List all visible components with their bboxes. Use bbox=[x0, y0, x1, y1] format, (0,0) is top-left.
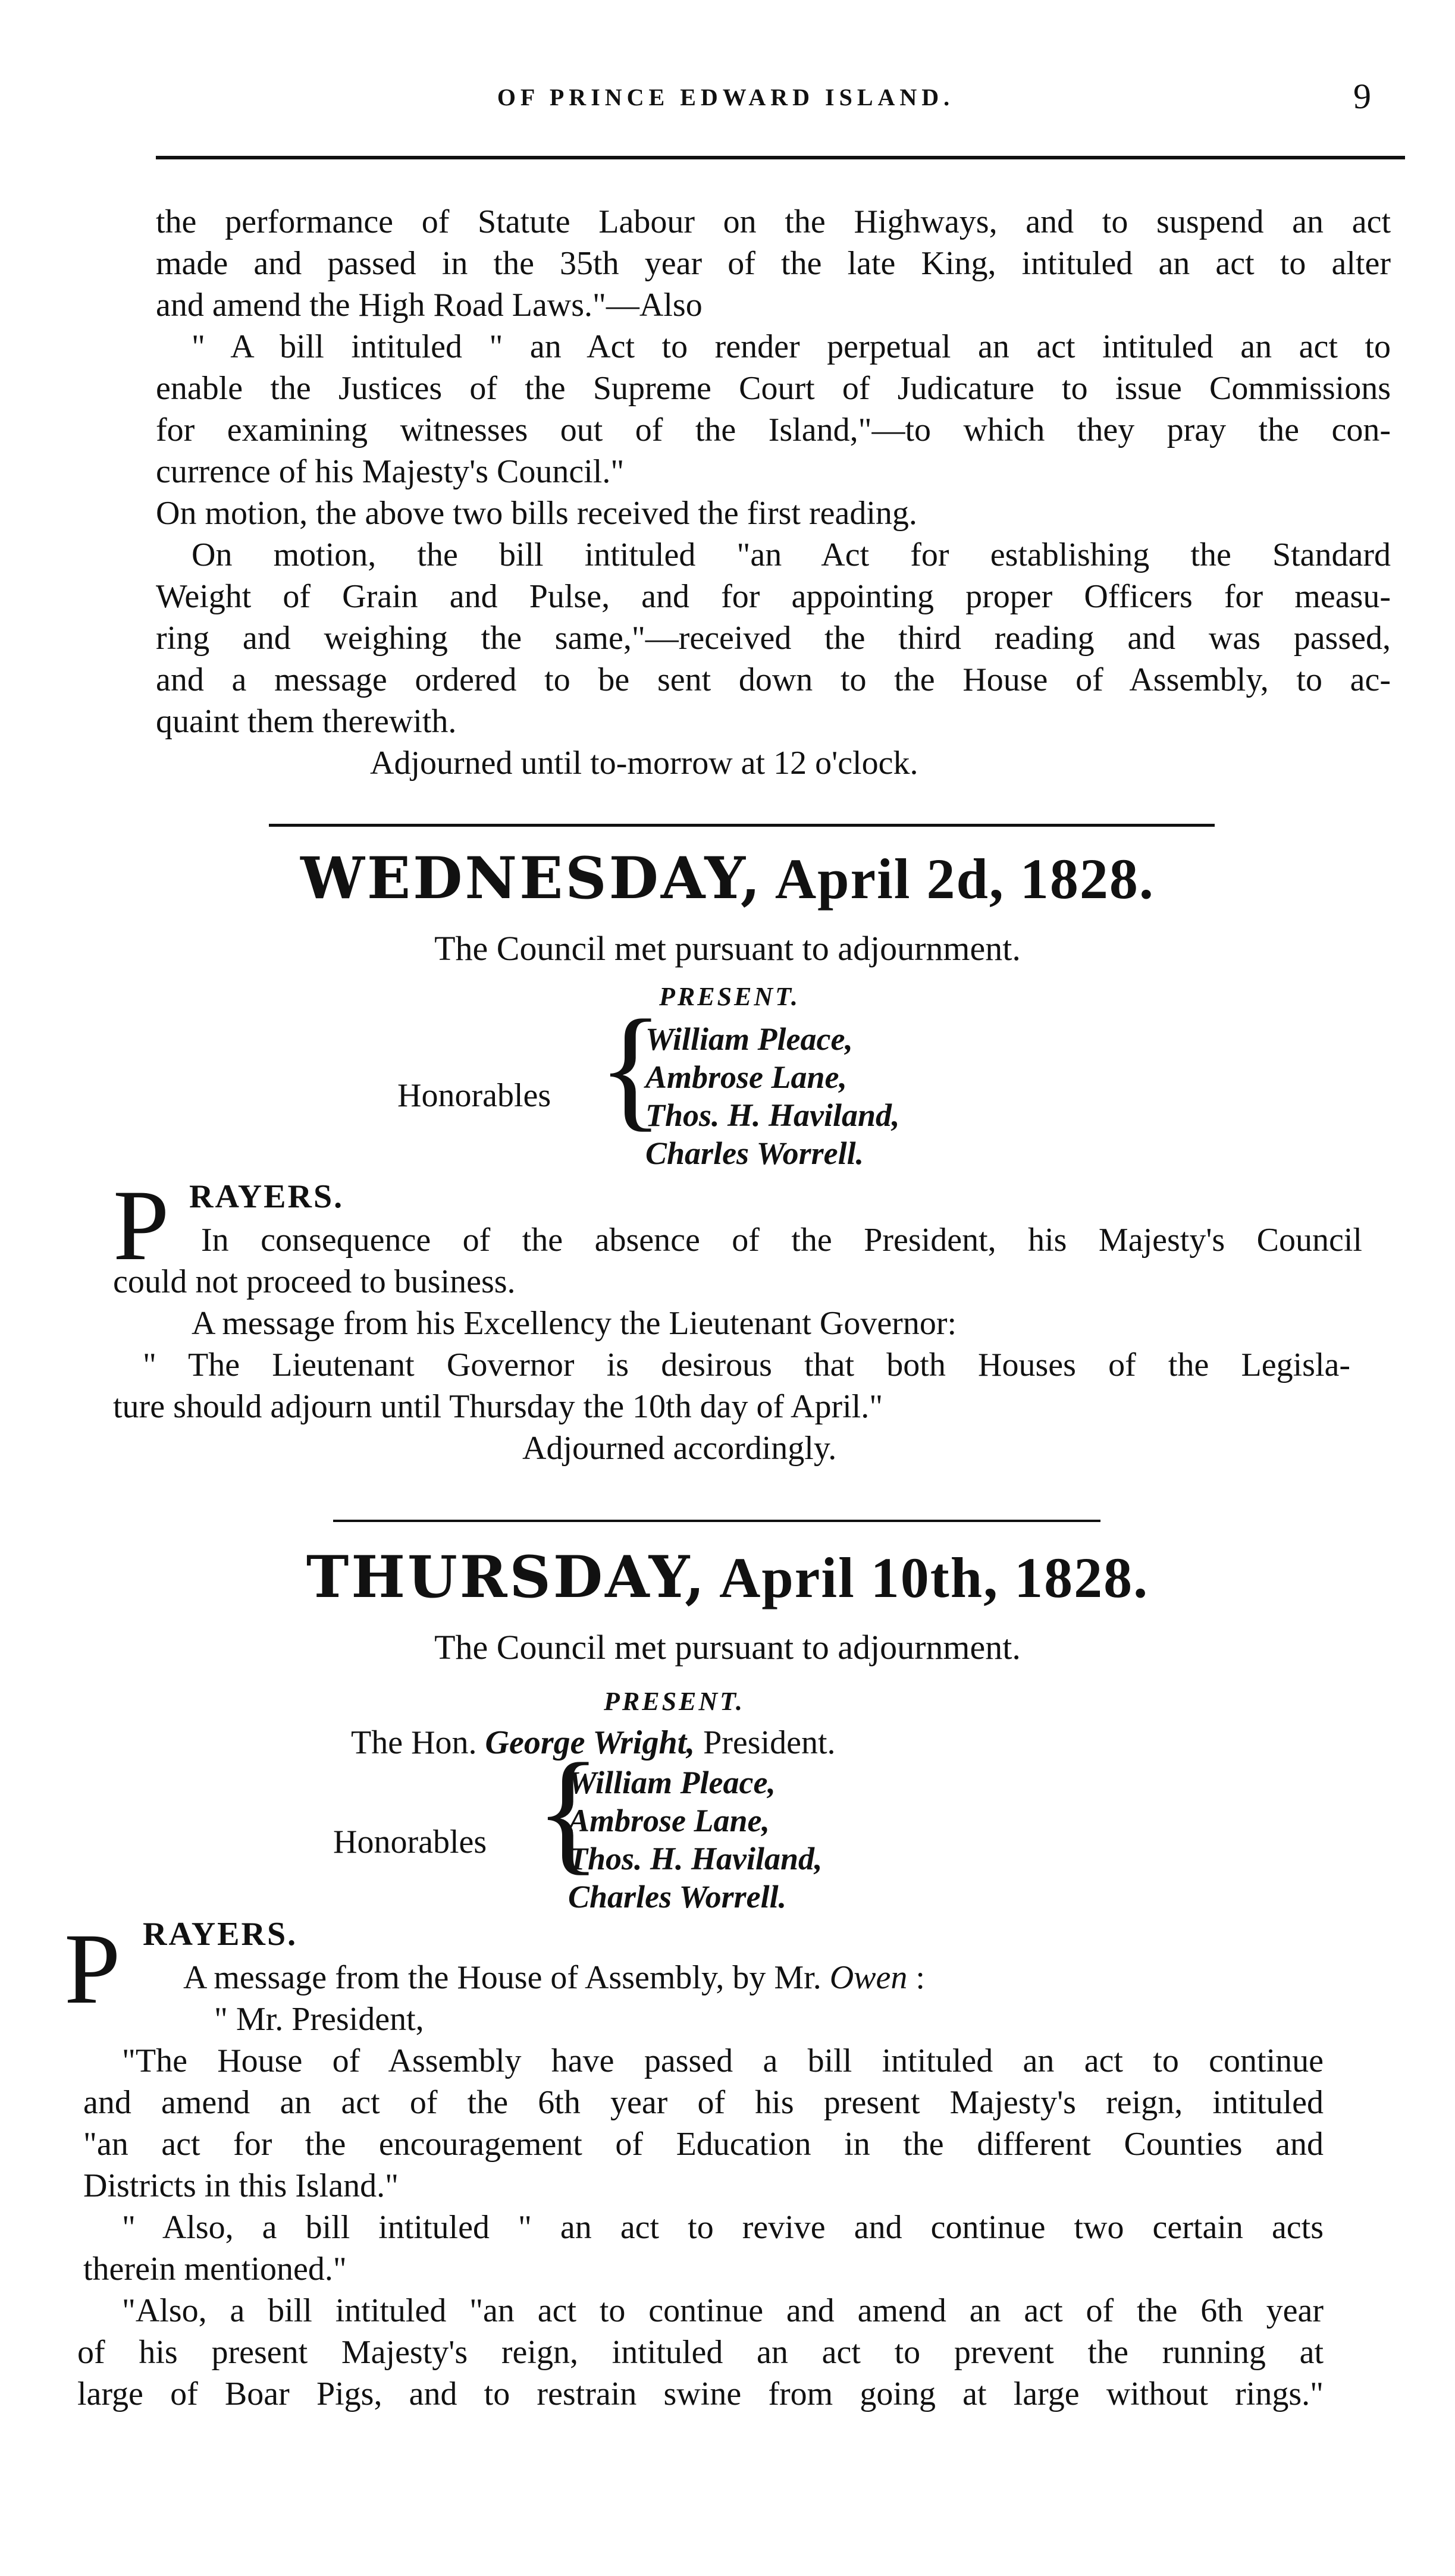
president-title: President. bbox=[703, 1724, 836, 1761]
met-line: The Council met pursuant to adjournment. bbox=[434, 1628, 1021, 1667]
text-line: the performance of Statute Labour on the Highways, and to suspend an act bbox=[156, 203, 1391, 240]
text-line: " Also, a bill intituled " an act to revive and continue two certain acts bbox=[122, 2209, 1324, 2246]
adjourned-line: Adjourned accordingly. bbox=[522, 1430, 837, 1467]
text-line: currence of his Majesty's Council." bbox=[156, 453, 625, 490]
prayers-heading: RAYERS. bbox=[189, 1178, 344, 1215]
member-name: William Pleace, bbox=[568, 1765, 776, 1800]
page-number: 9 bbox=[1353, 77, 1371, 116]
section-rule bbox=[269, 824, 1215, 827]
member-list bbox=[568, 1764, 823, 1916]
text-line: ture should adjourn until Thursday the 10th day of April." bbox=[113, 1388, 883, 1425]
section-rule bbox=[333, 1520, 1100, 1522]
day-name: THURSDAY, bbox=[306, 1543, 707, 1611]
text-line: and amend the High Road Laws."—Also bbox=[156, 287, 703, 324]
text-line: "an act for the encouragement of Education in the different Counties and bbox=[83, 2126, 1324, 2163]
president-prefix: The Hon. bbox=[351, 1724, 477, 1761]
present-label: PRESENT. bbox=[659, 982, 801, 1011]
day-name: WEDNESDAY, bbox=[300, 845, 763, 912]
drop-cap: P bbox=[64, 1913, 121, 2025]
present-label: PRESENT. bbox=[604, 1687, 745, 1716]
text-line: made and passed in the 35th year of the late King, intituled an act to alter bbox=[156, 245, 1391, 282]
adjourned-line: Adjourned until to-morrow at 12 o'clock. bbox=[370, 745, 918, 782]
text-line: "Also, a bill intituled "an act to continue and amend an act of the 6th year bbox=[122, 2292, 1324, 2329]
member-name: Thos. H. Haviland, bbox=[568, 1841, 823, 1877]
message-colon: : bbox=[915, 1959, 925, 1996]
day-date: April 2d, 1828. bbox=[774, 847, 1155, 911]
honorables-label: Honorables bbox=[333, 1824, 487, 1860]
text-line: of his present Majesty's reign, intituled an act to prevent the running at bbox=[77, 2334, 1324, 2371]
messenger-name: Owen bbox=[829, 1959, 908, 1996]
member-name: Ambrose Lane, bbox=[645, 1059, 848, 1095]
member-name: William Pleace, bbox=[645, 1021, 853, 1057]
text-line: "The House of Assembly have passed a bill intituled an act to continue bbox=[122, 2042, 1324, 2079]
text-line: for examining witnesses out of the Island,"—to which they pray the con- bbox=[156, 412, 1391, 448]
day-date: April 10th, 1828. bbox=[719, 1546, 1149, 1609]
text-line: In consequence of the absence of the President, his Majesty's Council bbox=[201, 1222, 1362, 1259]
member-name: Charles Worrell. bbox=[645, 1135, 864, 1171]
president-name: George Wright, bbox=[485, 1724, 695, 1761]
met-line: The Council met pursuant to adjournment. bbox=[434, 929, 1021, 968]
member-name: Thos. H. Haviland, bbox=[645, 1097, 900, 1133]
text-line: A message from his Excellency the Lieutenant Governor: bbox=[192, 1305, 957, 1342]
text-line: quaint them therewith. bbox=[156, 703, 457, 740]
text-line: enable the Justices of the Supreme Court of Judicature to issue Commissions bbox=[156, 370, 1391, 407]
text-line: large of Boar Pigs, and to restrain swine from going at large without rings." bbox=[77, 2376, 1324, 2412]
member-name: Charles Worrell. bbox=[568, 1879, 787, 1915]
text-line: could not proceed to business. bbox=[113, 1263, 516, 1300]
text-line: Weight of Grain and Pulse, and for appointing proper Officers for measu- bbox=[156, 578, 1391, 615]
text-line: Districts in this Island." bbox=[83, 2167, 399, 2204]
text-line: " A bill intituled " an Act to render perpetual an act intituled an act to bbox=[192, 328, 1391, 365]
member-list bbox=[645, 1020, 900, 1172]
honorables-label: Honorables bbox=[397, 1077, 551, 1114]
prayers-heading: RAYERS. bbox=[143, 1916, 298, 1953]
wednesday-heading bbox=[0, 845, 1455, 912]
member-name: Ambrose Lane, bbox=[568, 1803, 770, 1838]
text-line: ring and weighing the same,"—received the third reading and was passed, bbox=[156, 620, 1391, 657]
running-title: OF PRINCE EDWARD ISLAND. bbox=[497, 84, 955, 111]
header-rule bbox=[156, 156, 1405, 159]
text-line: On motion, the above two bills received the first reading. bbox=[156, 495, 917, 532]
text-line: and amend an act of the 6th year of his present Majesty's reign, intituled bbox=[83, 2084, 1324, 2121]
brace-icon: { bbox=[598, 992, 664, 1143]
brace-icon: { bbox=[535, 1735, 601, 1887]
thursday-heading bbox=[0, 1543, 1455, 1611]
text-line: therein mentioned." bbox=[83, 2251, 347, 2288]
message-text: A message from the House of Assembly, by Mr. bbox=[183, 1959, 821, 1996]
drop-cap: P bbox=[113, 1169, 170, 1281]
text-line: On motion, the bill intituled "an Act for establishing the Standard bbox=[192, 536, 1391, 573]
text-line: " The Lieutenant Governor is desirous that both Houses of the Legisla- bbox=[143, 1347, 1350, 1383]
message-intro bbox=[183, 1957, 925, 1998]
salutation: " Mr. President, bbox=[214, 2001, 424, 2038]
text-line: and a message ordered to be sent down to the House of Assembly, to ac- bbox=[156, 661, 1391, 698]
